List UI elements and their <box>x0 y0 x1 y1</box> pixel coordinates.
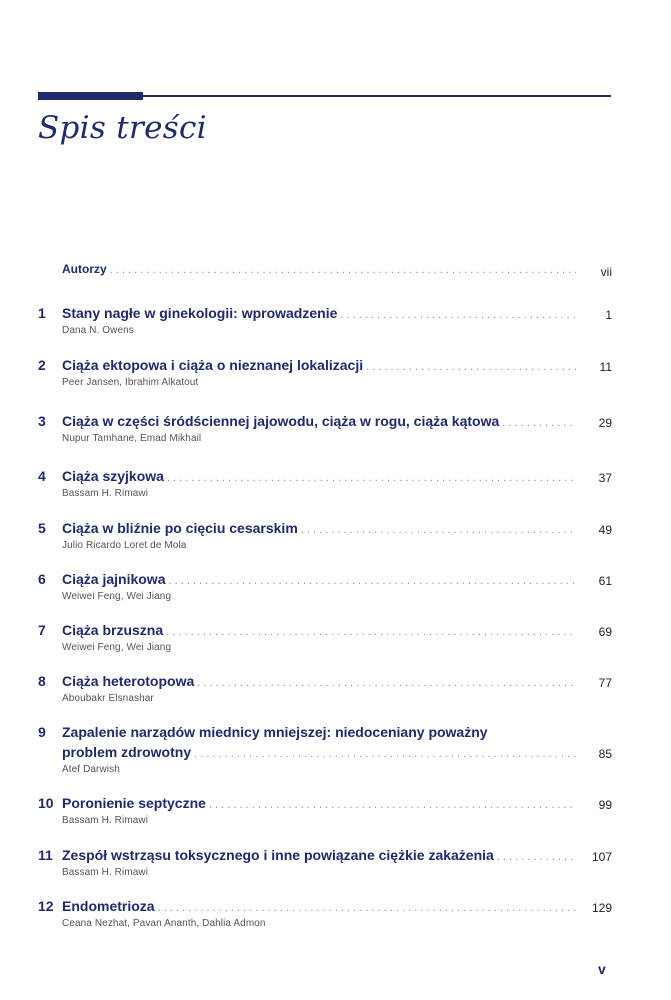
dot-leader <box>301 524 576 536</box>
chapter-page: 129 <box>591 901 612 915</box>
chapter-title: Ciąża w bliźnie po cięciu cesarskim <box>62 520 298 536</box>
chapter-page: 61 <box>598 574 612 588</box>
dot-leader <box>209 799 576 811</box>
chapter-page: 99 <box>598 798 612 812</box>
page-title: Spis treści <box>38 110 207 146</box>
chapter-number: 9 <box>38 724 46 740</box>
dot-leader <box>167 472 576 484</box>
chapter-authors: Dana N. Owens <box>62 325 134 336</box>
dot-leader <box>194 748 576 760</box>
chapter-authors: Bassam H. Rimawi <box>62 867 149 878</box>
chapter-authors: Weiwei Feng, Wei Jiang <box>62 591 172 602</box>
chapter-authors: Bassam H. Rimawi <box>62 815 149 826</box>
chapter-number: 4 <box>38 468 46 484</box>
chapter-authors: Bassam H. Rimawi <box>62 488 149 499</box>
dot-leader <box>340 309 576 321</box>
chapter-page: 49 <box>598 523 612 537</box>
chapter-title-line-1: Zapalenie narządów miednicy mniejszej: niedoceniany poważny <box>62 724 488 740</box>
chapter-page: 1 <box>605 308 612 322</box>
dot-leader <box>110 264 576 276</box>
chapter-number: 12 <box>38 898 54 914</box>
chapter-page: 69 <box>598 625 612 639</box>
chapter-page: 85 <box>598 747 612 761</box>
chapter-title: Ciąża brzuszna <box>62 622 164 638</box>
chapter-number: 2 <box>38 357 46 373</box>
chapter-title: Zespół wstrząsu toksycznego i inne powiązane ciężkie zakażenia <box>62 847 494 863</box>
chapter-number: 8 <box>38 673 46 689</box>
dot-leader <box>166 626 576 638</box>
chapter-title: Ciąża szyjkowa <box>62 468 164 484</box>
chapter-authors: Atef Darwish <box>62 764 120 775</box>
chapter-number: 10 <box>38 795 54 811</box>
chapter-page: 107 <box>591 850 612 864</box>
chapter-page: 77 <box>598 676 612 690</box>
entry-page: vii <box>600 265 612 279</box>
dot-leader <box>502 417 576 429</box>
chapter-number: 11 <box>38 847 53 863</box>
dot-leader <box>497 851 576 863</box>
chapter-title-line-2: problem zdrowotny <box>62 744 192 760</box>
chapter-title: Endometrioza <box>62 898 155 914</box>
dot-leader <box>366 361 576 373</box>
page-folio: v <box>598 961 606 977</box>
chapter-authors: Nupur Tamhane, Emad Mikhail <box>62 433 202 444</box>
chapter-title: Poronienie septyczne <box>62 795 206 811</box>
chapter-title: Ciąża ektopowa i ciąża o nieznanej lokalizacji <box>62 357 364 373</box>
chapter-number: 5 <box>38 520 46 536</box>
chapter-number: 3 <box>38 413 46 429</box>
dot-leader <box>197 677 576 689</box>
entry-title: Autorzy <box>62 262 107 276</box>
chapter-number: 6 <box>38 571 46 587</box>
chapter-title: Ciąża w części śródściennej jajowodu, ciąża w rogu, ciąża kątowa <box>62 413 500 429</box>
chapter-title: Ciąża heterotopowa <box>62 673 195 689</box>
chapter-title: Ciąża jajnikowa <box>62 571 166 587</box>
chapter-title: Stany nagłe w ginekologii: wprowadzenie <box>62 305 338 321</box>
chapter-page: 29 <box>598 416 612 430</box>
chapter-authors: Aboubakr Elsnashar <box>62 693 154 704</box>
chapter-number: 7 <box>38 622 46 638</box>
chapter-authors: Ceana Nezhat, Pavan Ananth, Dahlia Admon <box>62 918 266 929</box>
chapter-authors: Peer Jansen, Ibrahim Alkatout <box>62 377 199 388</box>
chapter-page: 37 <box>598 471 612 485</box>
dot-leader <box>158 902 576 914</box>
chapter-authors: Weiwei Feng, Wei Jiang <box>62 642 172 653</box>
chapter-number: 1 <box>38 305 46 321</box>
dot-leader <box>168 575 576 587</box>
chapter-page: 11 <box>599 360 612 374</box>
chapter-authors: Julio Ricardo Loret de Mola <box>62 540 187 551</box>
